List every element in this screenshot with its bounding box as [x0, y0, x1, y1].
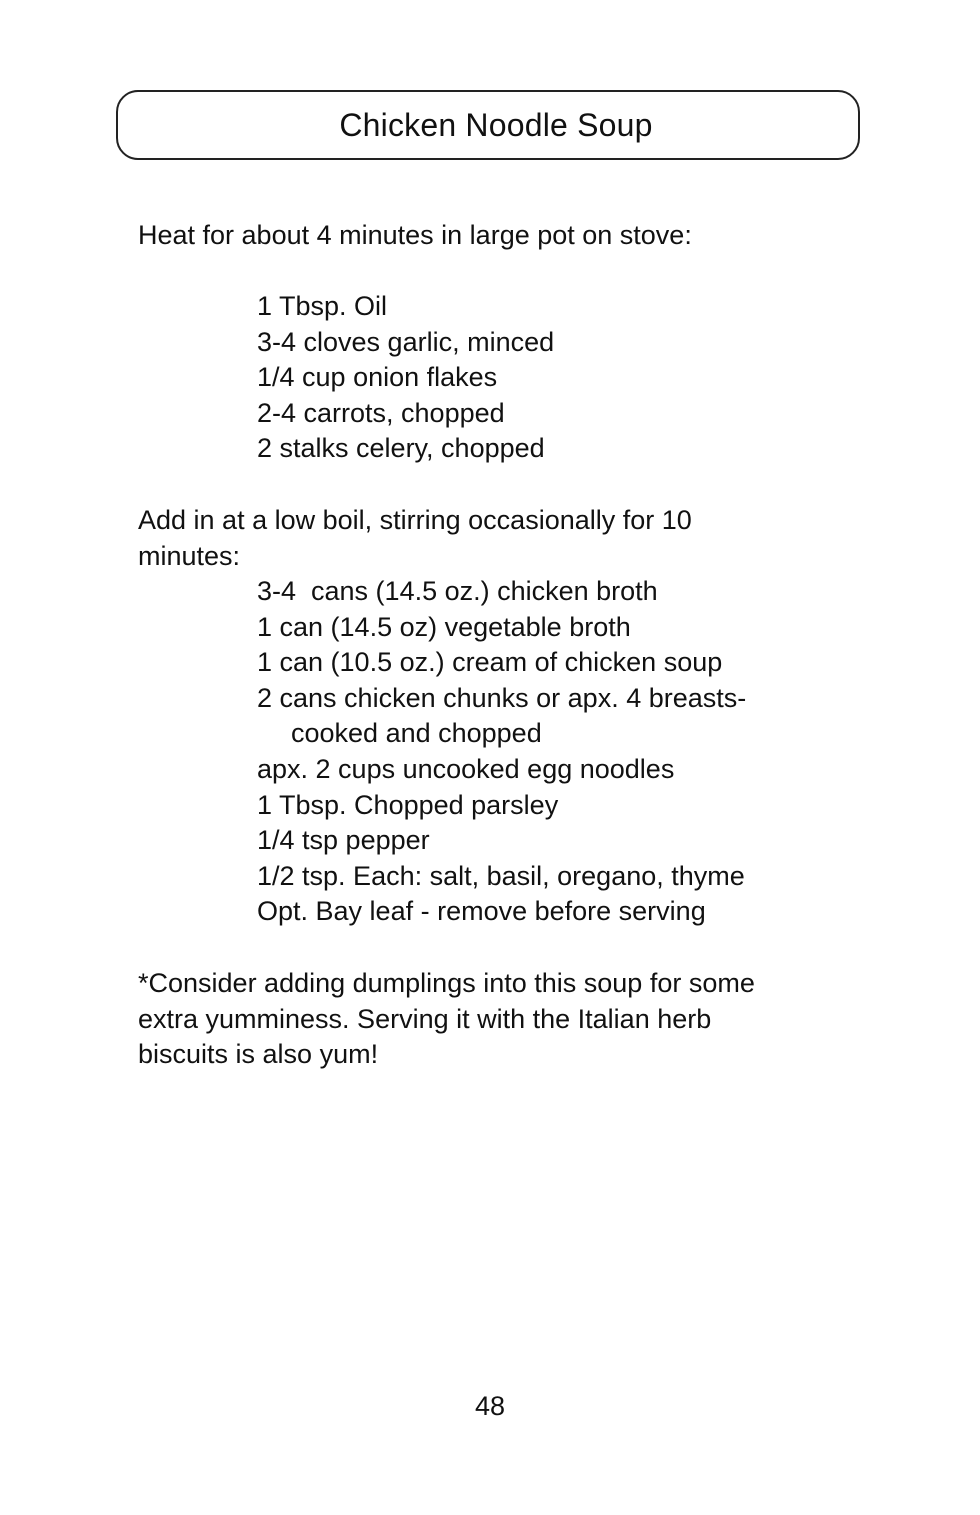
ingredient-item: 2 stalks celery, chopped [257, 433, 545, 464]
ingredient-item: 3-4 cans (14.5 oz.) chicken broth [257, 576, 658, 606]
ingredient-item: 3-4 cloves garlic, minced [257, 326, 555, 357]
note-line3: biscuits is also yum! [138, 1039, 379, 1070]
ingredient-item: 1 Tbsp. Oil [257, 291, 388, 321]
step2-instruction-line1: Add in at a low boil, stirring occasionally for 10 [138, 505, 692, 535]
step1-ingredient-list [257, 289, 857, 467]
step2-ingredient-list [257, 574, 857, 930]
ingredient-item: 1 can (10.5 oz.) cream of chicken soup [257, 647, 723, 678]
ingredient-item: 1 can (14.5 oz) vegetable broth [257, 611, 631, 642]
step2-instruction-line2: minutes: [138, 540, 241, 571]
ingredient-item: 2 cans chicken chunks or apx. 4 breasts- [257, 682, 747, 713]
ingredient-item: apx. 2 cups uncooked egg noodles [257, 753, 675, 784]
ingredient-item: 2-4 carrots, chopped [257, 397, 505, 428]
ingredient-item: 1 Tbsp. Chopped parsley [257, 789, 559, 820]
recipe-note [138, 966, 858, 1073]
ingredient-item-continuation [257, 716, 857, 752]
note-line1: *Consider adding dumplings into this soup for some [138, 968, 755, 998]
ingredient-item: 1/4 tsp pepper [257, 825, 430, 856]
note-line2: extra yumminess. Serving it with the Italian herb [138, 1003, 712, 1034]
ingredient-item: Opt. Bay leaf - remove before serving [257, 896, 706, 927]
recipe-title: Chicken Noodle Soup [339, 106, 653, 143]
title-box [116, 90, 860, 160]
ingredient-item: 1/2 tsp. Each: salt, basil, oregano, thyme [257, 860, 745, 891]
step1-instruction: Heat for about 4 minutes in large pot on stove: [138, 220, 692, 250]
step2-instruction [138, 503, 858, 574]
ingredient-item: 1/4 cup onion flakes [257, 362, 498, 393]
page-number: 48 [474, 1391, 506, 1421]
continuation-text: cooked and chopped [291, 718, 542, 749]
